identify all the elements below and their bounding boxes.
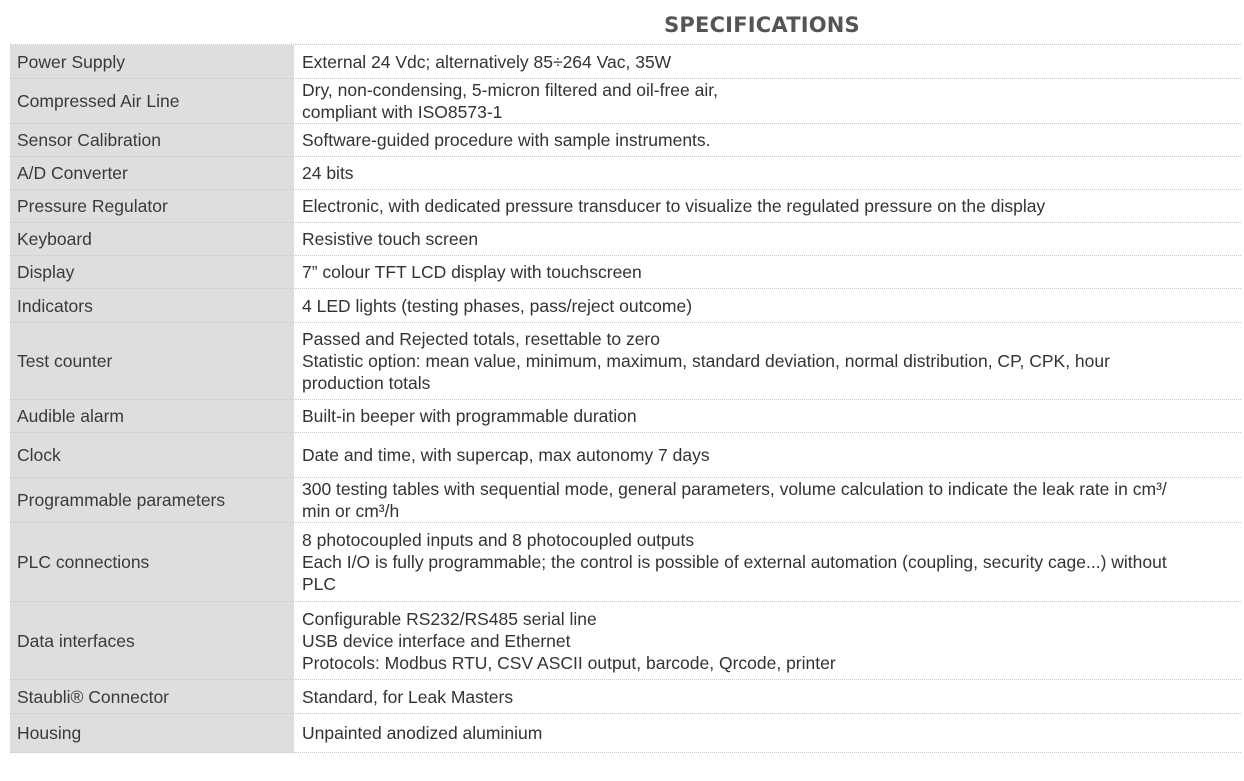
spec-value [295,289,1242,323]
spec-value-line: Passed and Rejected totals, resettable to zero [302,329,660,349]
spec-label: Keyboard [10,223,295,256]
spec-value [295,433,1242,478]
spec-value-line: 300 testing tables with sequential mode, general parameters, volume calculation to indicate the leak rate in cm³/ [302,479,1167,499]
spec-row [10,256,1241,289]
spec-label: Clock [10,433,295,478]
spec-label: Audible alarm [10,400,295,433]
spec-label: A/D Converter [10,157,295,190]
spec-value [295,400,1242,433]
spec-label: Test counter [10,323,295,400]
spec-value-line: 24 bits [302,163,354,183]
spec-label: Data interfaces [10,602,295,680]
spec-label: Compressed Air Line [10,79,295,124]
spec-value-line: min or cm³/h [302,501,400,521]
spec-value-line: Standard, for Leak Masters [302,686,514,707]
spec-value-line: Each I/O is fully programmable; the control is possible of external automation (coupling, security cage...) without [302,552,1167,572]
spec-value [295,714,1242,753]
spec-value-line: production totals [302,373,431,393]
spec-row [10,602,1241,680]
spec-value-line: USB device interface and Ethernet [302,630,571,651]
spec-row [10,289,1241,323]
spec-value [295,602,1242,680]
spec-label: Housing [10,714,295,753]
spec-row [10,124,1241,157]
spec-value [295,478,1242,523]
spec-label: Display [10,256,295,289]
spec-label: Indicators [10,289,295,323]
spec-value [295,157,1242,190]
spec-value [295,190,1242,223]
spec-row [10,400,1241,433]
spec-row [10,714,1241,753]
spec-value-line: Built-in beeper with programmable duration [302,406,637,426]
spec-label: PLC connections [10,523,295,602]
spec-value-line: Resistive touch screen [302,229,479,249]
spec-value-line: External 24 Vdc; alternatively 85÷264 Vac, 35W [302,51,672,72]
page-title: SPECIFICATIONS [664,13,860,37]
spec-label: Sensor Calibration [10,124,295,157]
spec-row [10,680,1241,714]
spec-row [10,190,1241,223]
spec-value-line: Statistic option: mean value, minimum, maximum, standard deviation, normal distribution, CP, CPK, hour [302,351,1110,371]
spec-value [295,323,1242,400]
spec-label: Programmable parameters [10,478,295,523]
specifications-table [10,44,1241,753]
spec-row [10,323,1241,400]
spec-value-line: Protocols: Modbus RTU, CSV ASCII output, barcode, Qrcode, printer [302,652,836,673]
spec-value-line: Electronic, with dedicated pressure transducer to visualize the regulated pressure on the display [302,196,1046,216]
spec-value [295,223,1242,256]
spec-label: Pressure Regulator [10,190,295,223]
spec-value-line: compliant with ISO8573-1 [302,102,503,122]
spec-row [10,433,1241,478]
spec-value-line: 7” colour TFT LCD display with touchscreen [302,262,642,282]
spec-value [295,79,1242,124]
spec-label: Staubli® Connector [10,680,295,714]
spec-label: Power Supply [10,45,295,79]
spec-value-line: Dry, non-condensing, 5-micron filtered and oil-free air, [302,80,718,100]
spec-value-line: PLC [302,574,337,594]
spec-value-line: 8 photocoupled inputs and 8 photocoupled outputs [302,530,695,550]
spec-value [295,256,1242,289]
spec-value-line: Configurable RS232/RS485 serial line [302,608,597,629]
spec-value [295,680,1242,714]
spec-value-line: Date and time, with supercap, max autonomy 7 days [302,445,710,465]
spec-value-line: Software-guided procedure with sample instruments. [302,130,711,150]
spec-value-line: 4 LED lights (testing phases, pass/reject outcome) [302,295,693,316]
spec-value-line: Unpainted anodized aluminium [302,723,543,743]
specifications-table-body [10,45,1241,753]
spec-row [10,45,1241,79]
spec-value [295,45,1242,79]
spec-row [10,523,1241,602]
spec-value [295,124,1242,157]
spec-row [10,223,1241,256]
spec-row [10,79,1241,124]
spec-row [10,157,1241,190]
spec-row [10,478,1241,523]
spec-value [295,523,1242,602]
